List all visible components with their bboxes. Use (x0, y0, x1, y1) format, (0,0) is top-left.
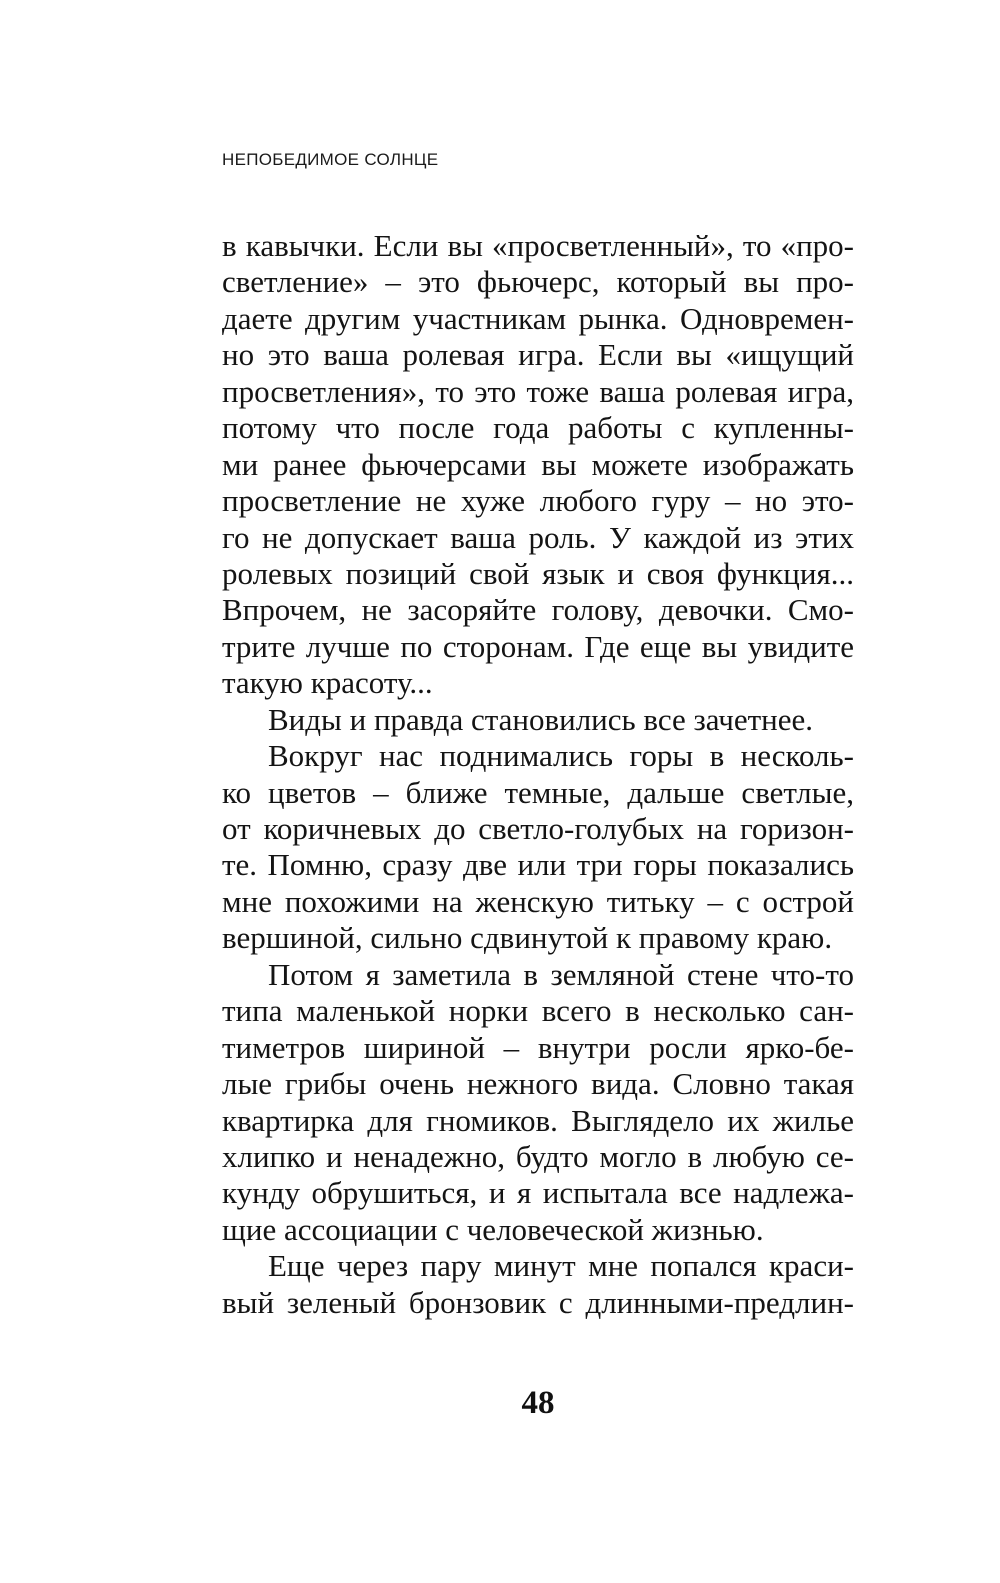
text-line: ми ранее фьючерсами вы можете изображать (222, 446, 854, 482)
paragraph (222, 738, 854, 957)
text-line: те. Помню, сразу две или три горы показались (222, 847, 854, 883)
text-line: вый зеленый бронзовик с длинными-предлин- (222, 1284, 854, 1320)
text-line: ролевых позиций свой язык и своя функция... (222, 555, 854, 591)
text-line: Потом я заметила в земляной стене что-то (268, 956, 854, 992)
text-line: хлипко и ненадежно, будто могло в любую се- (222, 1138, 854, 1174)
paragraph (222, 1248, 854, 1321)
paragraph (222, 957, 854, 1249)
text-line: от коричневых до светло-голубых на горизон- (222, 811, 854, 846)
text-line: светление» – это фьючерс, который вы про- (222, 264, 854, 300)
paragraph (222, 228, 854, 702)
running-header: НЕПОБЕДИМОЕ СОЛНЦЕ (222, 150, 439, 169)
page-number: 48 (521, 1385, 555, 1421)
text-line: мне похожими на женскую титьку – с острой (222, 883, 854, 919)
text-line: Еще через пару минут мне попался краси- (268, 1248, 854, 1284)
text-line: тиметров шириной – внутри росли ярко-бе- (222, 1029, 854, 1065)
text-line: в кавычки. Если вы «просветленный», то «про- (222, 228, 854, 263)
text-line: типа маленькой норки всего в несколько сан- (222, 993, 854, 1029)
text-line: такую красоту... (222, 665, 433, 701)
paragraph (222, 702, 854, 738)
text-line: просветление не хуже любого гуру – но это- (222, 483, 854, 519)
text-line: Виды и правда становились все зачетнее. (268, 701, 814, 737)
text-line: Впрочем, не засоряйте голову, девочки. Смо- (222, 592, 854, 628)
text-line: квартирка для гномиков. Выглядело их жилье (222, 1102, 854, 1138)
text-line: вершиной, сильно сдвинутой к правому краю. (222, 920, 833, 956)
text-line: просветления», то это тоже ваша ролевая игра, (222, 373, 854, 409)
text-line: го не допускает ваша роль. У каждой из этих (222, 519, 854, 555)
text-line: трите лучше по сторонам. Где еще вы увидите (222, 628, 854, 664)
text-line: потому что после года работы с купленны- (222, 410, 854, 446)
text-line: Вокруг нас поднимались горы в несколь- (268, 738, 854, 774)
text-line: даете другим участникам рынка. Одновремен- (222, 300, 854, 336)
text-line: кунду обрушиться, и я испытала все надлежа- (222, 1175, 854, 1211)
text-line: ко цветов – ближе темные, дальше светлые, (222, 774, 854, 810)
text-line: лые грибы очень нежного вида. Словно такая (222, 1066, 854, 1102)
text-line: но это ваша ролевая игра. Если вы «ищущий (222, 337, 854, 373)
text-line: щие ассоциации с человеческой жизнью. (222, 1211, 764, 1247)
body-text (222, 228, 854, 1321)
